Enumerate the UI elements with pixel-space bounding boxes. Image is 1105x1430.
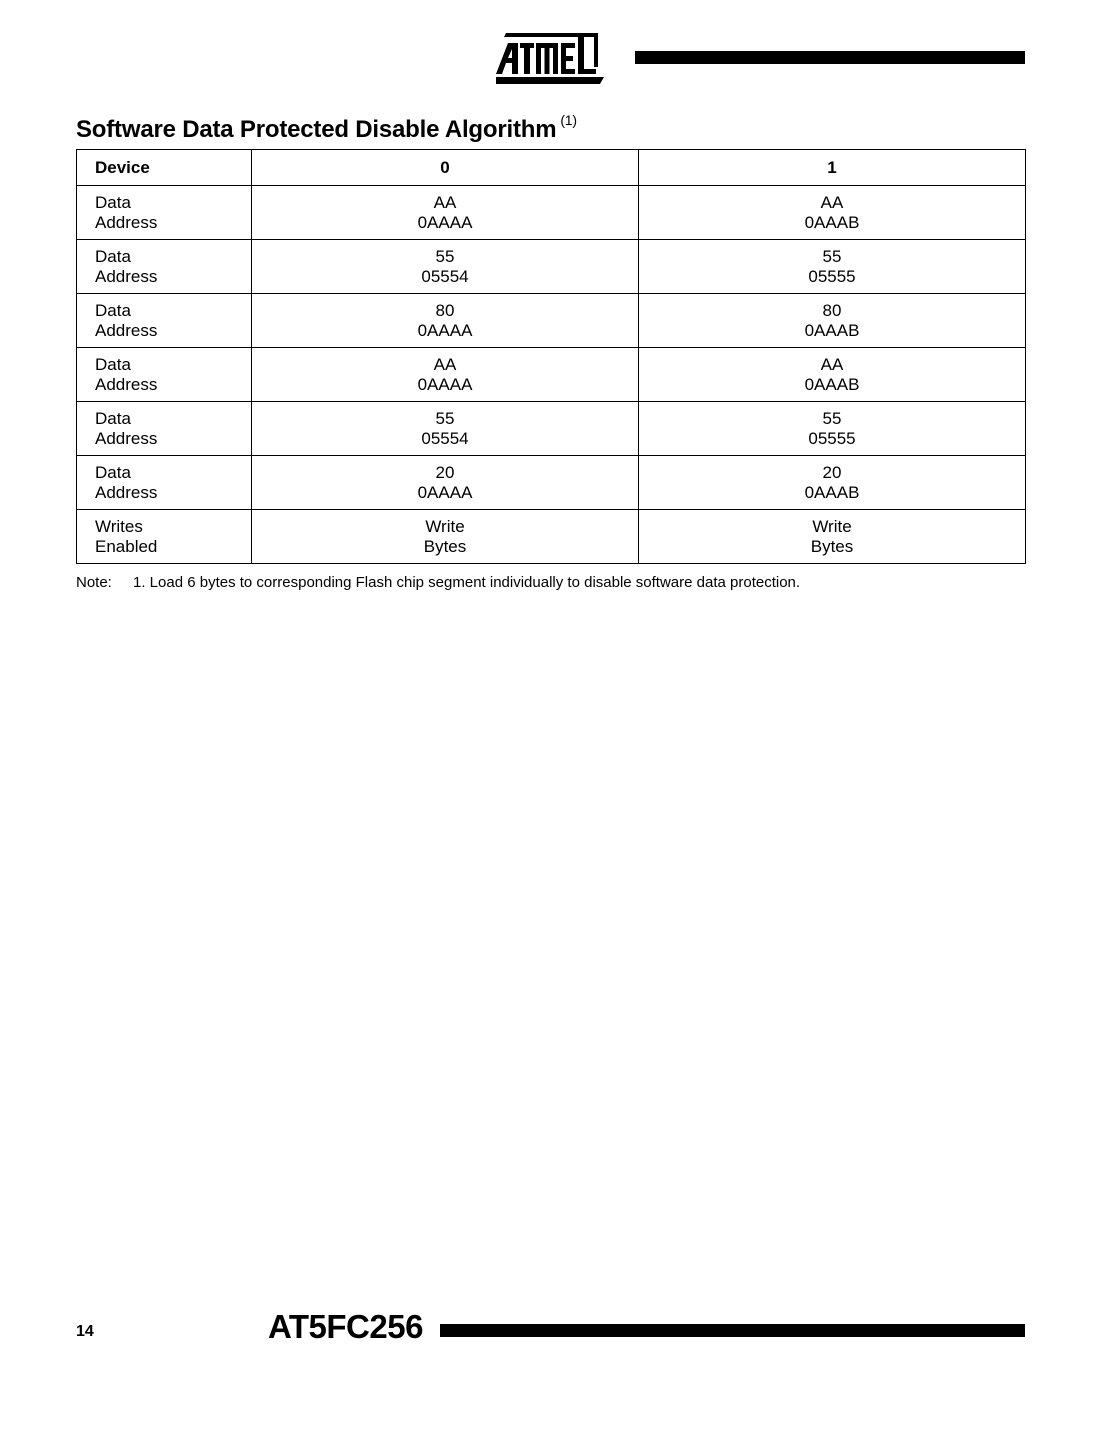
cell-device-1: AA 0AAAB bbox=[639, 186, 1026, 240]
table-row bbox=[77, 294, 1026, 348]
table-row bbox=[77, 510, 1026, 564]
cell-device-0: 20 0AAAA bbox=[252, 456, 639, 510]
cell-device-0: AA 0AAAA bbox=[252, 348, 639, 402]
header-rule bbox=[635, 51, 1025, 64]
table-row bbox=[77, 402, 1026, 456]
row-label: Data Address bbox=[77, 294, 252, 348]
row-label: Data Address bbox=[77, 402, 252, 456]
page-number: 14 bbox=[76, 1323, 94, 1340]
atmel-logo bbox=[494, 31, 606, 85]
cell-device-1: Write Bytes bbox=[639, 510, 1026, 564]
table-row bbox=[77, 240, 1026, 294]
table-note bbox=[76, 574, 800, 591]
row-label: Data Address bbox=[77, 348, 252, 402]
cell-device-0: 55 05554 bbox=[252, 402, 639, 456]
section-title-text: Software Data Protected Disable Algorithm bbox=[76, 116, 557, 143]
cell-device-0: 80 0AAAA bbox=[252, 294, 639, 348]
cell-device-1: AA 0AAAB bbox=[639, 348, 1026, 402]
row-label: Writes Enabled bbox=[77, 510, 252, 564]
table-row bbox=[77, 456, 1026, 510]
row-label: Data Address bbox=[77, 186, 252, 240]
part-number: AT5FC256 bbox=[268, 1308, 423, 1345]
cell-device-0: AA 0AAAA bbox=[252, 186, 639, 240]
cell-device-1: 80 0AAAB bbox=[639, 294, 1026, 348]
note-tag: Note: bbox=[76, 574, 112, 591]
header-device: Device bbox=[77, 150, 252, 186]
table-row bbox=[77, 348, 1026, 402]
table-row bbox=[77, 186, 1026, 240]
cell-device-1: 55 05555 bbox=[639, 402, 1026, 456]
footer-rule bbox=[440, 1324, 1025, 1337]
table-header-row bbox=[77, 150, 1026, 186]
header-device-1: 1 bbox=[639, 150, 1026, 186]
row-label: Data Address bbox=[77, 240, 252, 294]
cell-device-0: 55 05554 bbox=[252, 240, 639, 294]
cell-device-1: 20 0AAAB bbox=[639, 456, 1026, 510]
cell-device-1: 55 05555 bbox=[639, 240, 1026, 294]
header-device-0: 0 bbox=[252, 150, 639, 186]
cell-device-0: Write Bytes bbox=[252, 510, 639, 564]
algorithm-table bbox=[76, 149, 1026, 564]
footnote-ref: (1) bbox=[560, 112, 577, 128]
row-label: Data Address bbox=[77, 456, 252, 510]
section-title bbox=[76, 112, 577, 144]
note-text: 1. Load 6 bytes to corresponding Flash chip segment individually to disable software data protection. bbox=[133, 574, 801, 591]
